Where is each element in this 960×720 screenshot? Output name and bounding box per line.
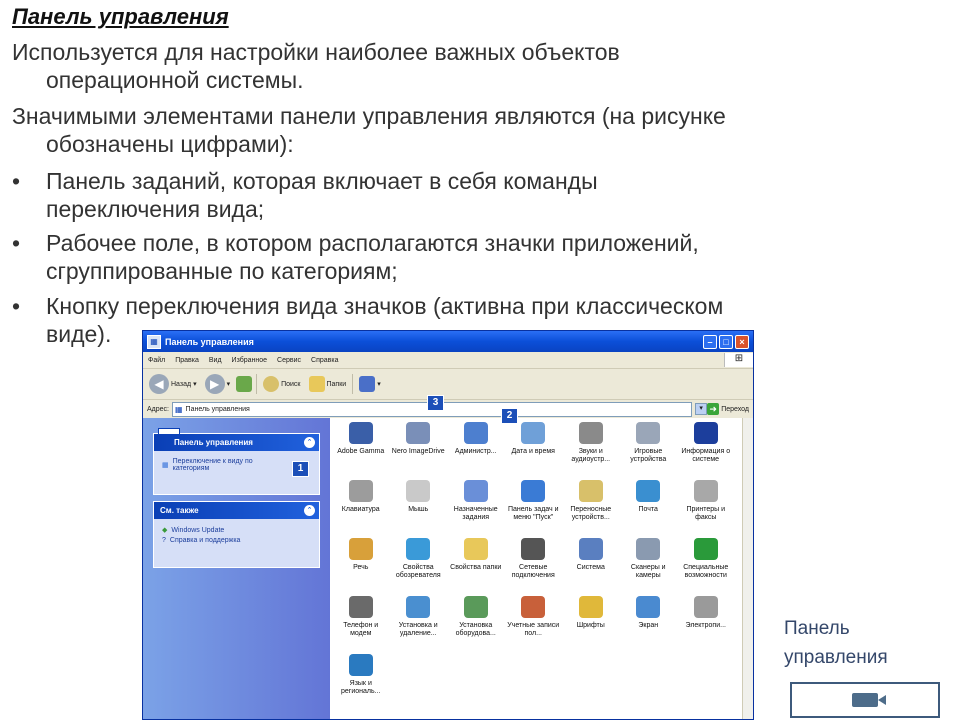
windows-update-icon: ◆ <box>162 527 168 534</box>
portable-devices-icon <box>579 480 603 502</box>
control-panel-item[interactable] <box>332 480 390 538</box>
control-panel-icon: ▦ <box>147 335 161 349</box>
control-panel-item[interactable] <box>390 538 448 596</box>
folders-icon <box>309 376 325 392</box>
control-panel-item-label: Звуки и аудиоустр... <box>571 448 611 463</box>
display-icon <box>636 596 660 618</box>
speaker-icon <box>579 422 603 444</box>
control-panel-item[interactable] <box>332 422 390 480</box>
control-panel-task-panel <box>153 433 320 495</box>
monitor-icon <box>349 422 373 444</box>
control-panel-item-label: Почта <box>638 506 658 513</box>
chevron-down-icon[interactable]: ▾ <box>226 381 231 388</box>
bullet-dot: • <box>12 168 21 194</box>
control-panel-item[interactable] <box>677 480 735 538</box>
see-also-title: См. также <box>160 506 199 515</box>
window-title: Панель управления <box>165 336 254 347</box>
control-panel-item[interactable] <box>332 596 390 654</box>
bullet-item <box>12 167 598 223</box>
hardware-icon <box>464 596 488 618</box>
control-panel-small-icon: ▦ <box>174 404 183 414</box>
control-panel-item[interactable] <box>505 538 563 596</box>
window-content <box>143 418 753 719</box>
globe-regional-icon <box>349 654 373 676</box>
control-panel-item-label: Сетевые подключения <box>511 564 555 579</box>
bullet-item <box>12 229 699 285</box>
control-panel-item[interactable] <box>505 596 563 654</box>
control-panel-item[interactable] <box>447 480 505 538</box>
see-also-panel <box>153 501 320 568</box>
power-icon <box>694 596 718 618</box>
mail-icon <box>636 480 660 502</box>
menu-view[interactable]: Вид <box>208 356 222 364</box>
intro-line-2: операционной системы. <box>46 67 304 93</box>
minimize-icon[interactable]: – <box>703 335 717 349</box>
control-panel-item-label: Язык и региональ... <box>341 680 381 695</box>
control-panel-item[interactable] <box>562 422 620 480</box>
control-panel-item-label: Электропи... <box>685 622 726 629</box>
control-panel-item[interactable] <box>447 596 505 654</box>
bullet-line-2: сгруппированные по категориям; <box>46 258 398 284</box>
folder-icon <box>464 538 488 560</box>
control-panel-item-label: Информация о системе <box>681 448 731 463</box>
menu-bar <box>143 352 753 369</box>
control-panel-item[interactable] <box>332 538 390 596</box>
windows-logo-icon: ⊞ <box>724 353 753 367</box>
bullet-line-2: виде). <box>46 321 112 347</box>
toolbar-separator <box>256 374 257 394</box>
control-panel-item[interactable] <box>562 480 620 538</box>
search-button[interactable] <box>261 374 302 394</box>
icon-workspace <box>330 418 742 719</box>
disc-icon <box>406 422 430 444</box>
control-panel-item-label: Назначенные задания <box>453 506 498 521</box>
chevron-down-icon[interactable]: ▾ <box>377 381 381 388</box>
toolbar-separator <box>352 374 353 394</box>
users-icon <box>521 596 545 618</box>
bullet-dot: • <box>12 230 21 256</box>
help-support-label: Справка и поддержка <box>169 537 241 544</box>
slide-title: Панель управления <box>12 4 229 29</box>
fonts-icon <box>579 596 603 618</box>
control-panel-item-label: Администр... <box>454 448 497 455</box>
control-panel-item-label: Adobe Gamma <box>337 448 385 455</box>
address-label: Адрес: <box>147 405 169 413</box>
control-panel-window <box>142 330 754 720</box>
up-folder-icon[interactable] <box>236 376 252 392</box>
collapse-icon[interactable]: ⌃ <box>304 505 315 516</box>
icon-grid <box>332 422 735 712</box>
task-panel-title: Панель управления <box>174 438 253 447</box>
help-support-link[interactable] <box>162 537 311 544</box>
back-button[interactable] <box>147 372 199 396</box>
bullet-line-1: Рабочее поле, в котором располагаются значки приложений, <box>46 230 699 256</box>
elements-paragraph <box>12 102 726 158</box>
elements-line-2: обозначены цифрами): <box>46 131 294 157</box>
control-panel-item-label: Установка оборудова... <box>455 622 496 637</box>
forward-arrow-icon: ▶ <box>205 374 225 394</box>
address-value: Панель управления <box>185 405 250 413</box>
switch-view-label: Переключение к виду по категориям <box>172 458 253 472</box>
clock-icon <box>521 422 545 444</box>
folders-button[interactable] <box>307 374 349 394</box>
video-play-button[interactable] <box>790 682 940 718</box>
menu-help[interactable]: Справка <box>311 356 339 364</box>
bullet-line-2: переключения вида; <box>46 196 265 222</box>
badge-three: 3 <box>427 395 444 411</box>
control-panel-item-label: Дата и время <box>511 448 555 455</box>
close-icon[interactable]: × <box>735 335 749 349</box>
elements-line-1: Значимыми элементами панели управления являются (на рисунке <box>12 103 726 129</box>
see-also-header[interactable] <box>154 502 319 519</box>
bullet-line-1: Панель заданий, которая включает в себя команды <box>46 168 598 194</box>
system-icon <box>579 538 603 560</box>
control-panel-item[interactable] <box>562 538 620 596</box>
accessibility-icon <box>694 538 718 560</box>
control-panel-item-label: Система <box>576 564 605 571</box>
control-panel-item[interactable] <box>677 538 735 596</box>
control-panel-item[interactable] <box>447 422 505 480</box>
control-panel-item[interactable] <box>505 480 563 538</box>
control-panel-item-label: Свойства папки <box>450 564 502 571</box>
windows-update-label: Windows Update <box>171 526 225 534</box>
menu-edit[interactable]: Правка <box>175 356 199 364</box>
menu-file[interactable]: Файл <box>148 356 166 364</box>
chevron-down-icon[interactable]: ▾ <box>695 403 707 415</box>
task-panel-header[interactable] <box>154 434 319 451</box>
folders-label: Папки <box>326 380 347 388</box>
control-panel-item[interactable] <box>677 596 735 654</box>
task-pane <box>143 418 330 719</box>
globe-icon <box>406 538 430 560</box>
toolbar <box>143 369 753 408</box>
control-panel-item-label: Принтеры и факсы <box>686 506 725 521</box>
control-panel-item-label: Экран <box>638 622 659 629</box>
caption-line-1: Панель <box>784 618 850 639</box>
control-panel-item[interactable] <box>390 422 448 480</box>
control-panel-item-label: Игровые устройства <box>630 448 667 463</box>
control-panel-item-label: Свойства обозревателя <box>395 564 441 579</box>
install-remove-icon <box>406 596 430 618</box>
forward-button[interactable] <box>203 372 233 396</box>
taskbar-icon <box>521 480 545 502</box>
info-icon <box>694 422 718 444</box>
printer-icon <box>694 480 718 502</box>
views-button[interactable] <box>357 374 383 394</box>
windows-update-link[interactable] <box>162 526 311 534</box>
collapse-icon[interactable]: ⌃ <box>304 437 315 448</box>
views-icon <box>359 376 375 392</box>
control-panel-item-label: Специальные возможности <box>683 564 729 579</box>
intro-line-1: Используется для настройки наиболее важных объектов <box>12 39 620 65</box>
control-panel-item[interactable] <box>562 596 620 654</box>
keyboard-icon <box>349 480 373 502</box>
side-caption <box>784 614 888 672</box>
go-label: Переход <box>721 405 749 413</box>
control-panel-item-label: Мышь <box>408 506 429 513</box>
menu-favorites[interactable]: Избранное <box>231 356 268 364</box>
control-panel-item[interactable] <box>447 538 505 596</box>
phone-icon <box>349 596 373 618</box>
control-panel-item-label: Учетные записи пол... <box>507 622 560 637</box>
switch-view-link[interactable] <box>162 458 311 472</box>
window-titlebar <box>143 331 753 352</box>
scheduled-tasks-icon <box>464 480 488 502</box>
network-icon <box>521 538 545 560</box>
control-panel-item[interactable] <box>677 422 735 480</box>
menu-tools[interactable]: Сервис <box>277 356 302 364</box>
control-panel-item-label: Телефон и модем <box>343 622 379 637</box>
help-icon: ? <box>162 537 166 544</box>
control-panel-item[interactable] <box>620 538 678 596</box>
admin-tools-icon <box>464 422 488 444</box>
speech-icon <box>349 538 373 560</box>
control-panel-item[interactable] <box>620 422 678 480</box>
mouse-icon <box>406 480 430 502</box>
bullet-dot: • <box>12 293 21 319</box>
back-arrow-icon: ◀ <box>149 374 169 394</box>
control-panel-item-label: Шрифты <box>576 622 605 629</box>
bullet-line-1: Кнопку переключения вида значков (активна при классическом <box>46 293 724 319</box>
control-panel-item[interactable] <box>332 654 390 712</box>
control-panel-item[interactable] <box>620 480 678 538</box>
control-panel-item[interactable] <box>620 596 678 654</box>
maximize-icon[interactable]: □ <box>719 335 733 349</box>
badge-one: 1 <box>292 461 309 477</box>
control-panel-item[interactable] <box>390 480 448 538</box>
badge-two: 2 <box>501 408 518 424</box>
control-panel-item-label: Установка и удаление... <box>398 622 438 637</box>
search-label: Поиск <box>281 380 301 388</box>
control-panel-item-label: Сканеры и камеры <box>630 564 666 579</box>
control-panel-item-label: Nero ImageDrive <box>391 448 445 455</box>
vertical-scrollbar[interactable] <box>742 418 753 719</box>
control-panel-item-label: Клавиатура <box>341 506 380 513</box>
go-button[interactable] <box>707 403 749 415</box>
control-panel-item-label: Речь <box>353 564 369 571</box>
intro-paragraph <box>12 38 620 94</box>
search-icon <box>263 376 279 392</box>
address-bar <box>143 400 753 419</box>
control-panel-item[interactable] <box>505 422 563 480</box>
switch-view-icon: ▦ <box>162 462 169 469</box>
go-arrow-icon: ➜ <box>707 403 719 415</box>
caption-line-2: управления <box>784 647 888 668</box>
gamepad-icon <box>636 422 660 444</box>
scanner-icon <box>636 538 660 560</box>
control-panel-item[interactable] <box>390 596 448 654</box>
video-camera-icon <box>852 693 878 707</box>
chevron-down-icon[interactable]: ▾ <box>193 381 197 388</box>
back-label: Назад <box>171 380 192 388</box>
control-panel-item-label: Переносные устройств... <box>570 506 612 521</box>
control-panel-item-label: Панель задач и меню "Пуск" <box>507 506 559 521</box>
